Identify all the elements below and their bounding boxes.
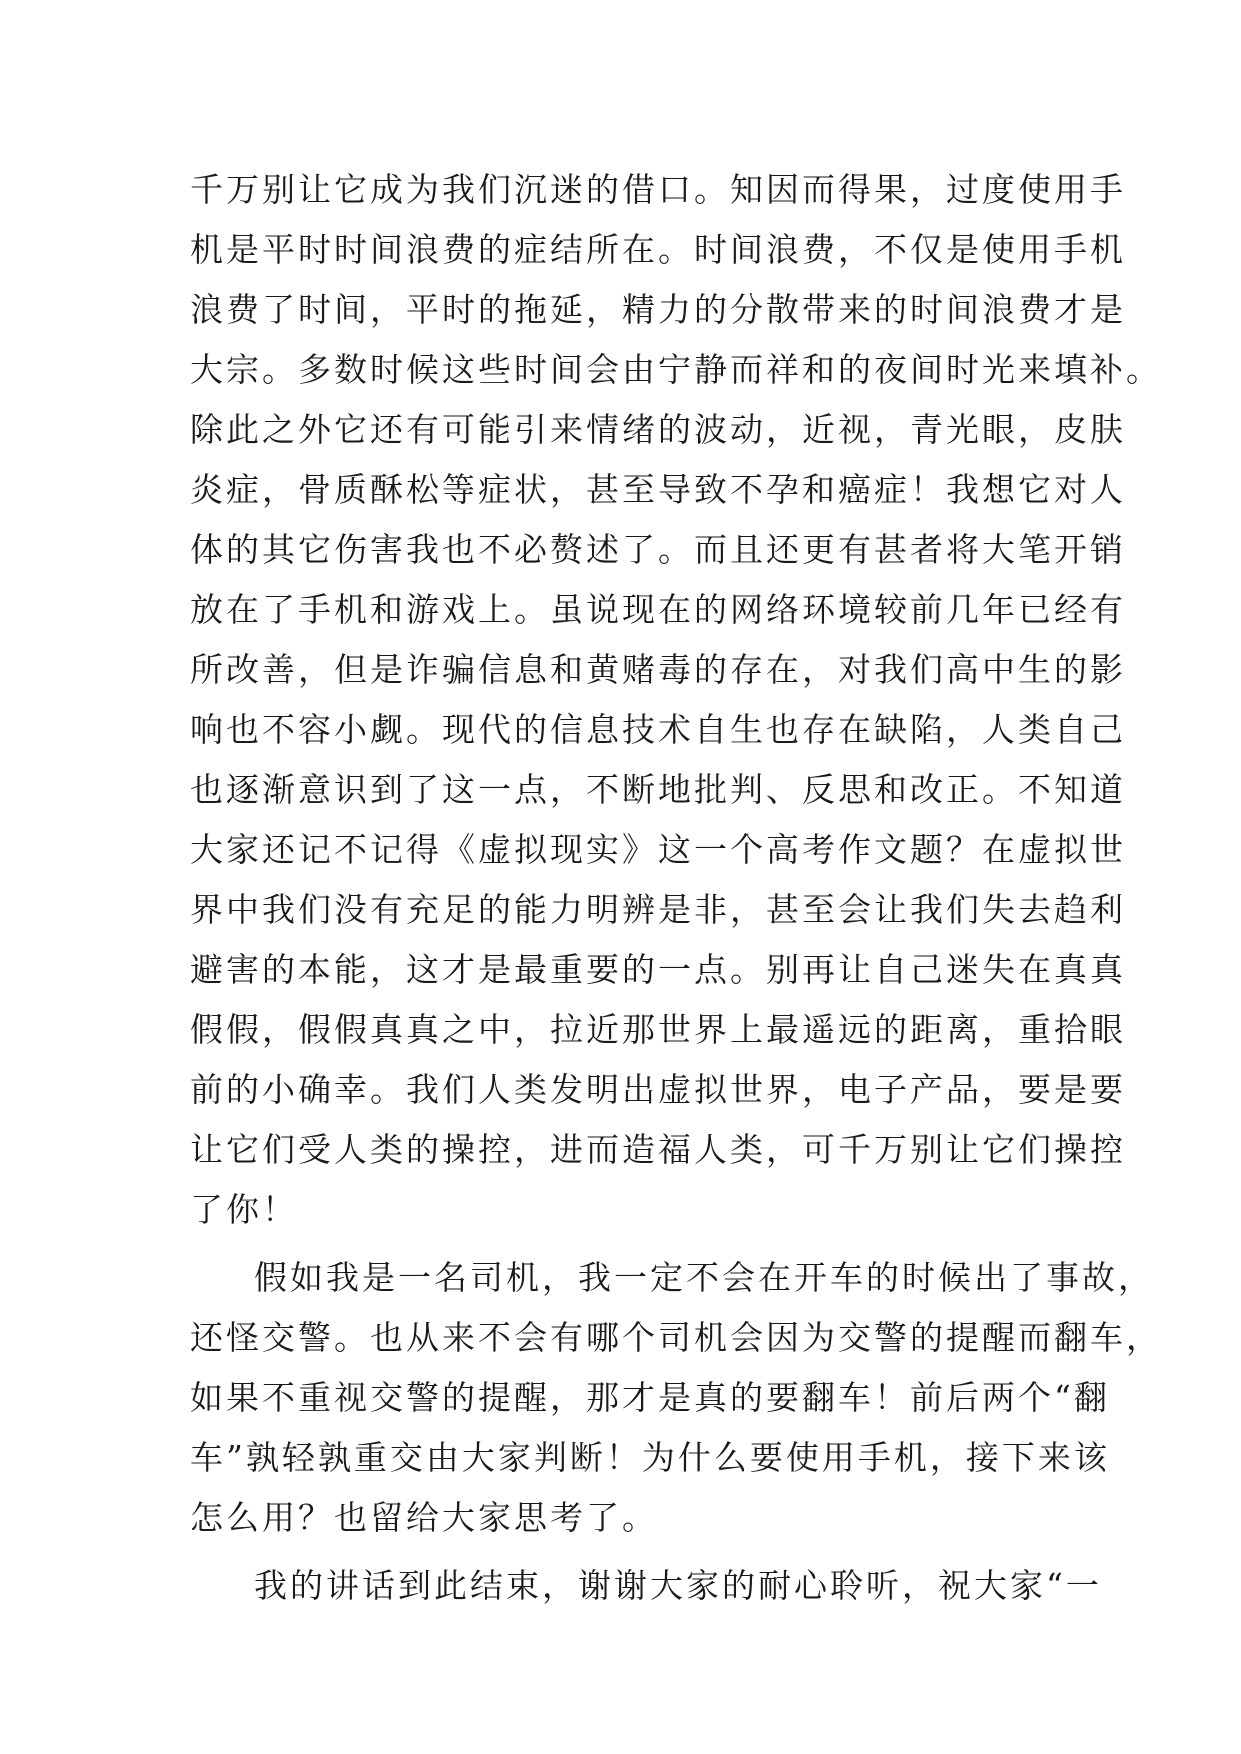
text-line: 体的其它伤害我也不必赘述了。而且还更有甚者将大笔开销 bbox=[190, 530, 1126, 569]
text-line: 机是平时时间浪费的症结所在。时间浪费，不仅是使用手机 bbox=[190, 230, 1126, 269]
text-line: 放在了手机和游戏上。虽说现在的网络环境较前几年已经有 bbox=[190, 590, 1126, 629]
text-line: 大宗。多数时候这些时间会由宁静而祥和的夜间时光来填补。 bbox=[190, 350, 1162, 389]
text-line: 浪费了时间，平时的拖延，精力的分散带来的时间浪费才是 bbox=[190, 290, 1126, 329]
text-line: 假假，假假真真之中，拉近那世界上最遥远的距离，重拾眼 bbox=[190, 1010, 1126, 1049]
body-text bbox=[190, 160, 1162, 1616]
text-line: 我的讲话到此结束，谢谢大家的耐心聆听，祝大家“一 bbox=[254, 1566, 1102, 1605]
text-line: 避害的本能，这才是最重要的一点。别再让自己迷失在真真 bbox=[190, 950, 1126, 989]
text-line: 前的小确幸。我们人类发明出虚拟世界，电子产品，要是要 bbox=[190, 1070, 1126, 1109]
paragraph-gap bbox=[190, 1240, 1052, 1248]
text-line: 也逐渐意识到了这一点，不断地批判、反思和改正。不知道 bbox=[190, 770, 1126, 809]
paragraph-1 bbox=[190, 160, 1162, 1240]
paragraph-gap bbox=[190, 1548, 1052, 1556]
paragraph-3 bbox=[190, 1556, 1102, 1616]
text-line: 炎症，骨质酥松等症状，甚至导致不孕和癌症！我想它对人 bbox=[190, 470, 1126, 509]
text-line: 假如我是一名司机，我一定不会在开车的时候出了事故， bbox=[254, 1258, 1154, 1297]
text-line: 车”孰轻孰重交由大家判断！为什么要使用手机，接下来该 bbox=[190, 1438, 1110, 1477]
text-line: 如果不重视交警的提醒，那才是真的要翻车！前后两个“翻 bbox=[190, 1378, 1110, 1417]
text-line: 界中我们没有充足的能力明辨是非，甚至会让我们失去趋利 bbox=[190, 890, 1126, 929]
text-line: 响也不容小觑。现代的信息技术自生也存在缺陷，人类自己 bbox=[190, 710, 1126, 749]
text-line: 大家还记不记得《虚拟现实》这一个高考作文题？在虚拟世 bbox=[190, 830, 1126, 869]
text-line: 千万别让它成为我们沉迷的借口。知因而得果，过度使用手 bbox=[190, 170, 1126, 209]
text-line: 了你！ bbox=[190, 1190, 298, 1229]
text-line: 除此之外它还有可能引来情绪的波动，近视，青光眼，皮肤 bbox=[190, 410, 1126, 449]
text-line: 怎么用？也留给大家思考了。 bbox=[190, 1498, 658, 1537]
paragraph-2 bbox=[190, 1248, 1162, 1548]
text-line: 还怪交警。也从来不会有哪个司机会因为交警的提醒而翻车， bbox=[190, 1318, 1162, 1357]
text-line: 让它们受人类的操控，进而造福人类，可千万别让它们操控 bbox=[190, 1130, 1126, 1169]
text-line: 所改善，但是诈骗信息和黄赌毒的存在，对我们高中生的影 bbox=[190, 650, 1126, 689]
